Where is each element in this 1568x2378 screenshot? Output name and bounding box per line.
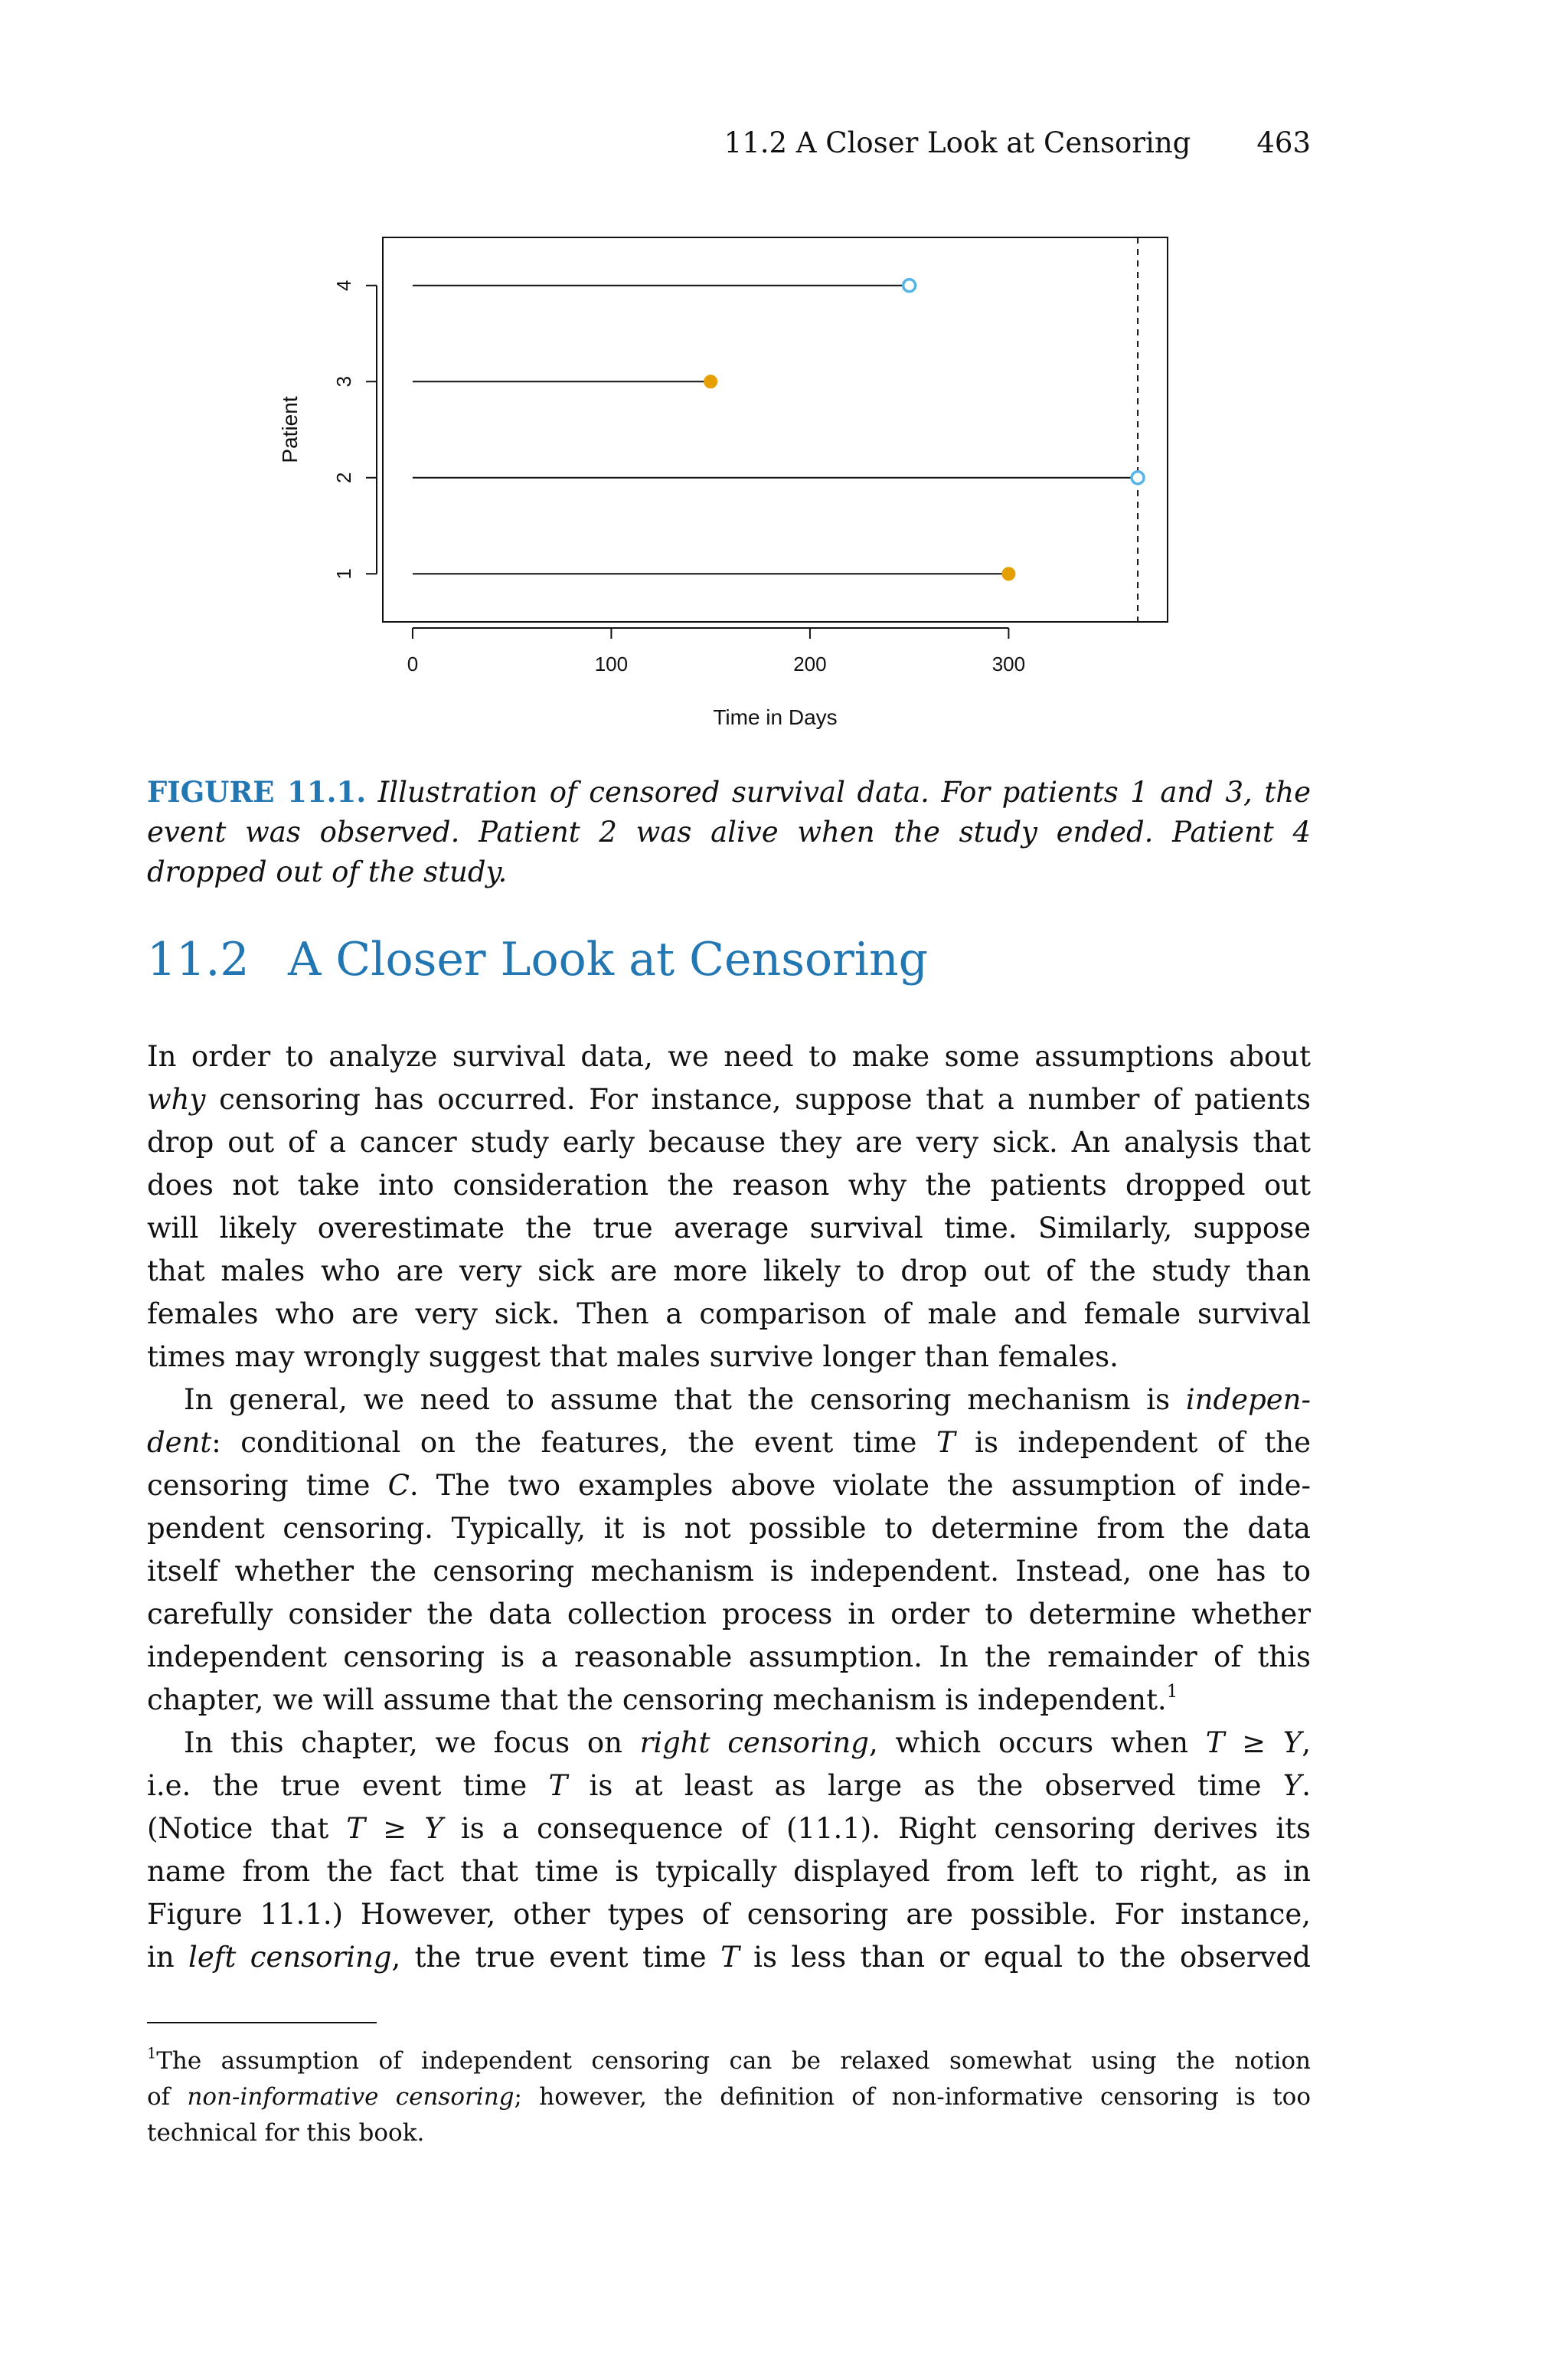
y-axis-label: Patient bbox=[278, 396, 302, 463]
text-run: chapter, we will assume that the censoring mechanism is independent. bbox=[147, 1683, 1167, 1716]
text-run: of bbox=[147, 2083, 188, 2111]
text-run: In this chapter, we focus on bbox=[184, 1726, 640, 1759]
text-run: is less than or equal to the observed bbox=[739, 1941, 1311, 1974]
text-line bbox=[147, 1679, 1311, 1722]
paragraph-2 bbox=[147, 1379, 1311, 1722]
math-symbol: T bbox=[936, 1426, 956, 1459]
y-tick-label: 3 bbox=[332, 376, 355, 388]
x-tick-label: 300 bbox=[991, 653, 1026, 675]
text-run: (Notice that bbox=[147, 1812, 347, 1845]
text-line: Figure 11.1.) However, other types of censoring are possible. For instance, bbox=[147, 1898, 1311, 1931]
x-tick-label: 0 bbox=[407, 653, 419, 675]
paragraph-3 bbox=[147, 1722, 1311, 1979]
section-heading bbox=[147, 933, 1311, 986]
page-number: 463 bbox=[1256, 126, 1311, 159]
math-expression: T ≥ Y bbox=[1205, 1726, 1302, 1759]
censored-point bbox=[1132, 472, 1144, 484]
math-expression: T ≥ Y bbox=[346, 1812, 443, 1845]
emphasis: why bbox=[147, 1083, 206, 1116]
text-run: is a consequence of (11.1). Right censoring derives its bbox=[443, 1812, 1311, 1845]
plot-frame bbox=[383, 237, 1168, 622]
paragraph-1 bbox=[147, 1035, 1311, 1379]
text-line bbox=[147, 1765, 1311, 1807]
text-line bbox=[147, 1379, 1311, 1421]
text-line bbox=[147, 1936, 1311, 1979]
figure-caption-text: Illustration of censored survival data. For patients 1 and 3, the event was observed. Patient 2 was alive when the study ended. Patient 4 dropped out of the study. bbox=[147, 776, 1311, 888]
text-line: technical for this book. bbox=[147, 2119, 425, 2147]
emphasis: left censoring bbox=[188, 1941, 392, 1974]
section-number: 11.2 bbox=[147, 933, 250, 986]
event-point bbox=[1002, 568, 1014, 580]
text-run: censoring has occurred. For instance, suppose that a number of patients bbox=[205, 1083, 1311, 1116]
text-run: censoring time bbox=[147, 1469, 388, 1502]
emphasis: dent bbox=[147, 1426, 212, 1459]
text-line: name from the fact that time is typically displayed from left to right, as in bbox=[147, 1855, 1311, 1888]
emphasis: non-informative censoring bbox=[187, 2083, 514, 2111]
emphasis: right censoring bbox=[639, 1726, 869, 1759]
figure-caption bbox=[147, 772, 1311, 892]
text-run: ; however, the definition of non-informative censoring is too bbox=[514, 2083, 1311, 2111]
y-tick-label: 1 bbox=[332, 568, 355, 580]
text-run: in bbox=[147, 1941, 189, 1974]
text-run: The assumption of independent censoring can be relaxed somewhat using the notion bbox=[156, 2047, 1311, 2075]
event-point bbox=[704, 375, 717, 388]
footnote-marker: 1 bbox=[1166, 1681, 1178, 1702]
text-run: . The two examples above violate the assumption of inde- bbox=[409, 1469, 1311, 1502]
x-tick-label: 200 bbox=[793, 653, 827, 675]
text-line: independent censoring is a reasonable assumption. In the remainder of this bbox=[147, 1640, 1311, 1673]
text-line: In order to analyze survival data, we need to make some assumptions about bbox=[147, 1040, 1311, 1073]
figure-caption-label: FIGURE 11.1. bbox=[147, 775, 367, 809]
footnote-rule bbox=[147, 2022, 377, 2023]
text-line: pendent censoring. Typically, it is not possible to determine from the data bbox=[147, 1512, 1311, 1545]
text-run: i.e. the true event time bbox=[147, 1769, 549, 1802]
math-symbol: T bbox=[548, 1769, 568, 1802]
text-line: females who are very sick. Then a comparison of male and female survival bbox=[147, 1297, 1311, 1330]
text-line: itself whether the censoring mechanism is independent. Instead, one has to bbox=[147, 1555, 1311, 1588]
text-line: drop out of a cancer study early because they are very sick. An analysis that bbox=[147, 1126, 1311, 1159]
censoring-figure bbox=[260, 222, 1194, 743]
footnote-number: 1 bbox=[147, 2044, 157, 2062]
text-line: carefully consider the data collection process in order to determine whether bbox=[147, 1598, 1311, 1631]
math-symbol: Y bbox=[1282, 1769, 1302, 1802]
text-line bbox=[147, 1464, 1311, 1507]
text-line: that males who are very sick are more likely to drop out of the study than bbox=[147, 1254, 1311, 1287]
text-run: : conditional on the features, the event time bbox=[211, 1426, 936, 1459]
text-line bbox=[147, 2079, 1311, 2115]
text-run: . bbox=[1302, 1769, 1311, 1802]
text-run: is at least as large as the observed time bbox=[567, 1769, 1283, 1802]
text-run: , which occurs when bbox=[868, 1726, 1206, 1759]
text-run: , the true event time bbox=[391, 1941, 721, 1974]
text-run: is independent of the bbox=[955, 1426, 1311, 1459]
text-run: In general, we need to assume that the censoring mechanism is bbox=[184, 1383, 1186, 1416]
math-symbol: C bbox=[387, 1469, 410, 1502]
running-head bbox=[0, 126, 1311, 159]
text-line: does not take into consideration the reason why the patients dropped out bbox=[147, 1169, 1311, 1202]
text-line bbox=[147, 1807, 1311, 1850]
text-line: will likely overestimate the true average survival time. Similarly, suppose bbox=[147, 1212, 1311, 1245]
x-tick-label: 100 bbox=[594, 653, 629, 675]
math-symbol: T bbox=[720, 1941, 740, 1974]
text-line: times may wrongly suggest that males survive longer than females. bbox=[147, 1340, 1119, 1373]
text-line bbox=[147, 2043, 1311, 2079]
footnote bbox=[147, 2043, 1311, 2151]
y-tick-label: 2 bbox=[332, 472, 355, 483]
text-run: , bbox=[1302, 1726, 1311, 1759]
text-line bbox=[147, 1722, 1311, 1765]
y-tick-label: 4 bbox=[332, 280, 355, 291]
running-head-title: 11.2 A Closer Look at Censoring bbox=[724, 126, 1191, 159]
text-line bbox=[147, 1421, 1311, 1464]
emphasis: indepen- bbox=[1185, 1383, 1311, 1416]
x-axis-label: Time in Days bbox=[713, 705, 838, 729]
text-line bbox=[147, 1078, 1311, 1121]
censored-point bbox=[903, 280, 916, 292]
section-title: A Closer Look at Censoring bbox=[288, 933, 929, 986]
